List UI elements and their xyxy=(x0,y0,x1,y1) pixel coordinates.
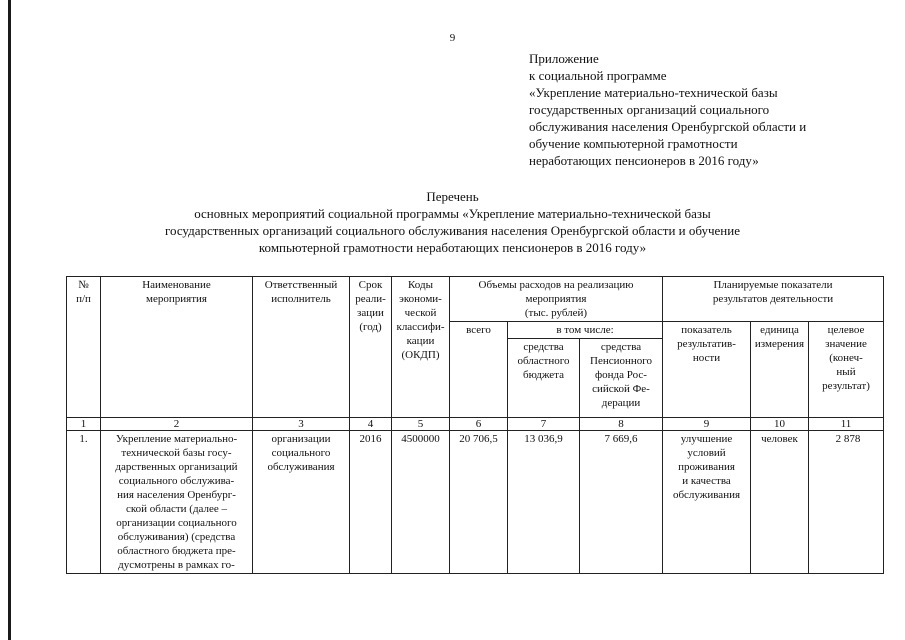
header-pension: средства Пенсионного фонда Рос- сийской Фе- дерации xyxy=(580,339,663,418)
column-number: 6 xyxy=(450,418,508,431)
header-including: в том числе: xyxy=(508,322,663,339)
column-number: 3 xyxy=(253,418,350,431)
appendix-line: обслуживания населения Оренбургской области и xyxy=(529,119,807,134)
column-number: 8 xyxy=(580,418,663,431)
appendix-line: неработающих пенсионеров в 2016 году» xyxy=(529,153,759,168)
column-number: 7 xyxy=(508,418,580,431)
appendix-line: обучение компьютерной грамотности xyxy=(529,136,738,151)
row-term: 2016 xyxy=(350,431,392,574)
appendix-line: к социальной программе xyxy=(529,68,667,83)
header-results: Планируемые показатели результатов деятельности xyxy=(663,277,884,322)
header-expenses: Объемы расходов на реализацию мероприятия (тыс. рублей) xyxy=(450,277,663,322)
row-total: 20 706,5 xyxy=(450,431,508,574)
title-line: государственных организаций социального обслуживания населения Оренбургской области и обучение xyxy=(165,223,740,238)
title-line: основных мероприятий социальной программы «Укрепление материально-технической базы xyxy=(194,206,711,221)
title-line: компьютерной грамотности неработающих пенсионеров в 2016 году» xyxy=(258,240,647,255)
page-number: 9 xyxy=(449,32,456,44)
column-number: 4 xyxy=(350,418,392,431)
row-regional: 13 036,9 xyxy=(508,431,580,574)
appendix-line: государственных организаций социального xyxy=(529,102,770,117)
column-number: 9 xyxy=(663,418,751,431)
scan-edge-bar xyxy=(8,0,11,640)
row-code: 4500000 xyxy=(392,431,450,574)
column-number: 5 xyxy=(392,418,450,431)
header-total: всего xyxy=(450,322,508,418)
header-name: Наименование мероприятия xyxy=(101,277,253,418)
header-executor: Ответственный исполнитель xyxy=(253,277,350,418)
row-name: Укрепление материально- технической базы госу- дарственных организаций социального обслужива- ния населения Оренбург- ской области (далее – организации социального обслуживания) (средства областного бюджета пре- дусмотрены в рамках го- xyxy=(101,431,253,574)
appendix-block xyxy=(529,50,889,169)
header-target: целевое значение (конеч- ный результат) xyxy=(809,322,884,418)
title-line: Перечень xyxy=(426,189,479,204)
document-title xyxy=(0,188,905,256)
column-number: 10 xyxy=(751,418,809,431)
table-row xyxy=(67,431,884,574)
appendix-line: Приложение xyxy=(529,51,599,66)
row-unit: человек xyxy=(751,431,809,574)
column-number: 11 xyxy=(809,418,884,431)
row-num: 1. xyxy=(67,431,101,574)
header-indicator: показатель результатив- ности xyxy=(663,322,751,418)
row-target: 2 878 xyxy=(809,431,884,574)
header-regional: средства областного бюджета xyxy=(508,339,580,418)
header-codes: Коды экономи- ческой классифи- кации (ОКДП) xyxy=(392,277,450,418)
header-unit: единица измерения xyxy=(751,322,809,418)
appendix-line: «Укрепление материально-технической базы xyxy=(529,85,778,100)
header-term: Срок реали- зации (год) xyxy=(350,277,392,418)
header-num: № п/п xyxy=(67,277,101,418)
measures-table xyxy=(66,276,884,574)
row-indicator: улучшение условий проживания и качества обслуживания xyxy=(663,431,751,574)
row-pension: 7 669,6 xyxy=(580,431,663,574)
column-number: 2 xyxy=(101,418,253,431)
row-executor: организации социального обслуживания xyxy=(253,431,350,574)
column-number: 1 xyxy=(67,418,101,431)
